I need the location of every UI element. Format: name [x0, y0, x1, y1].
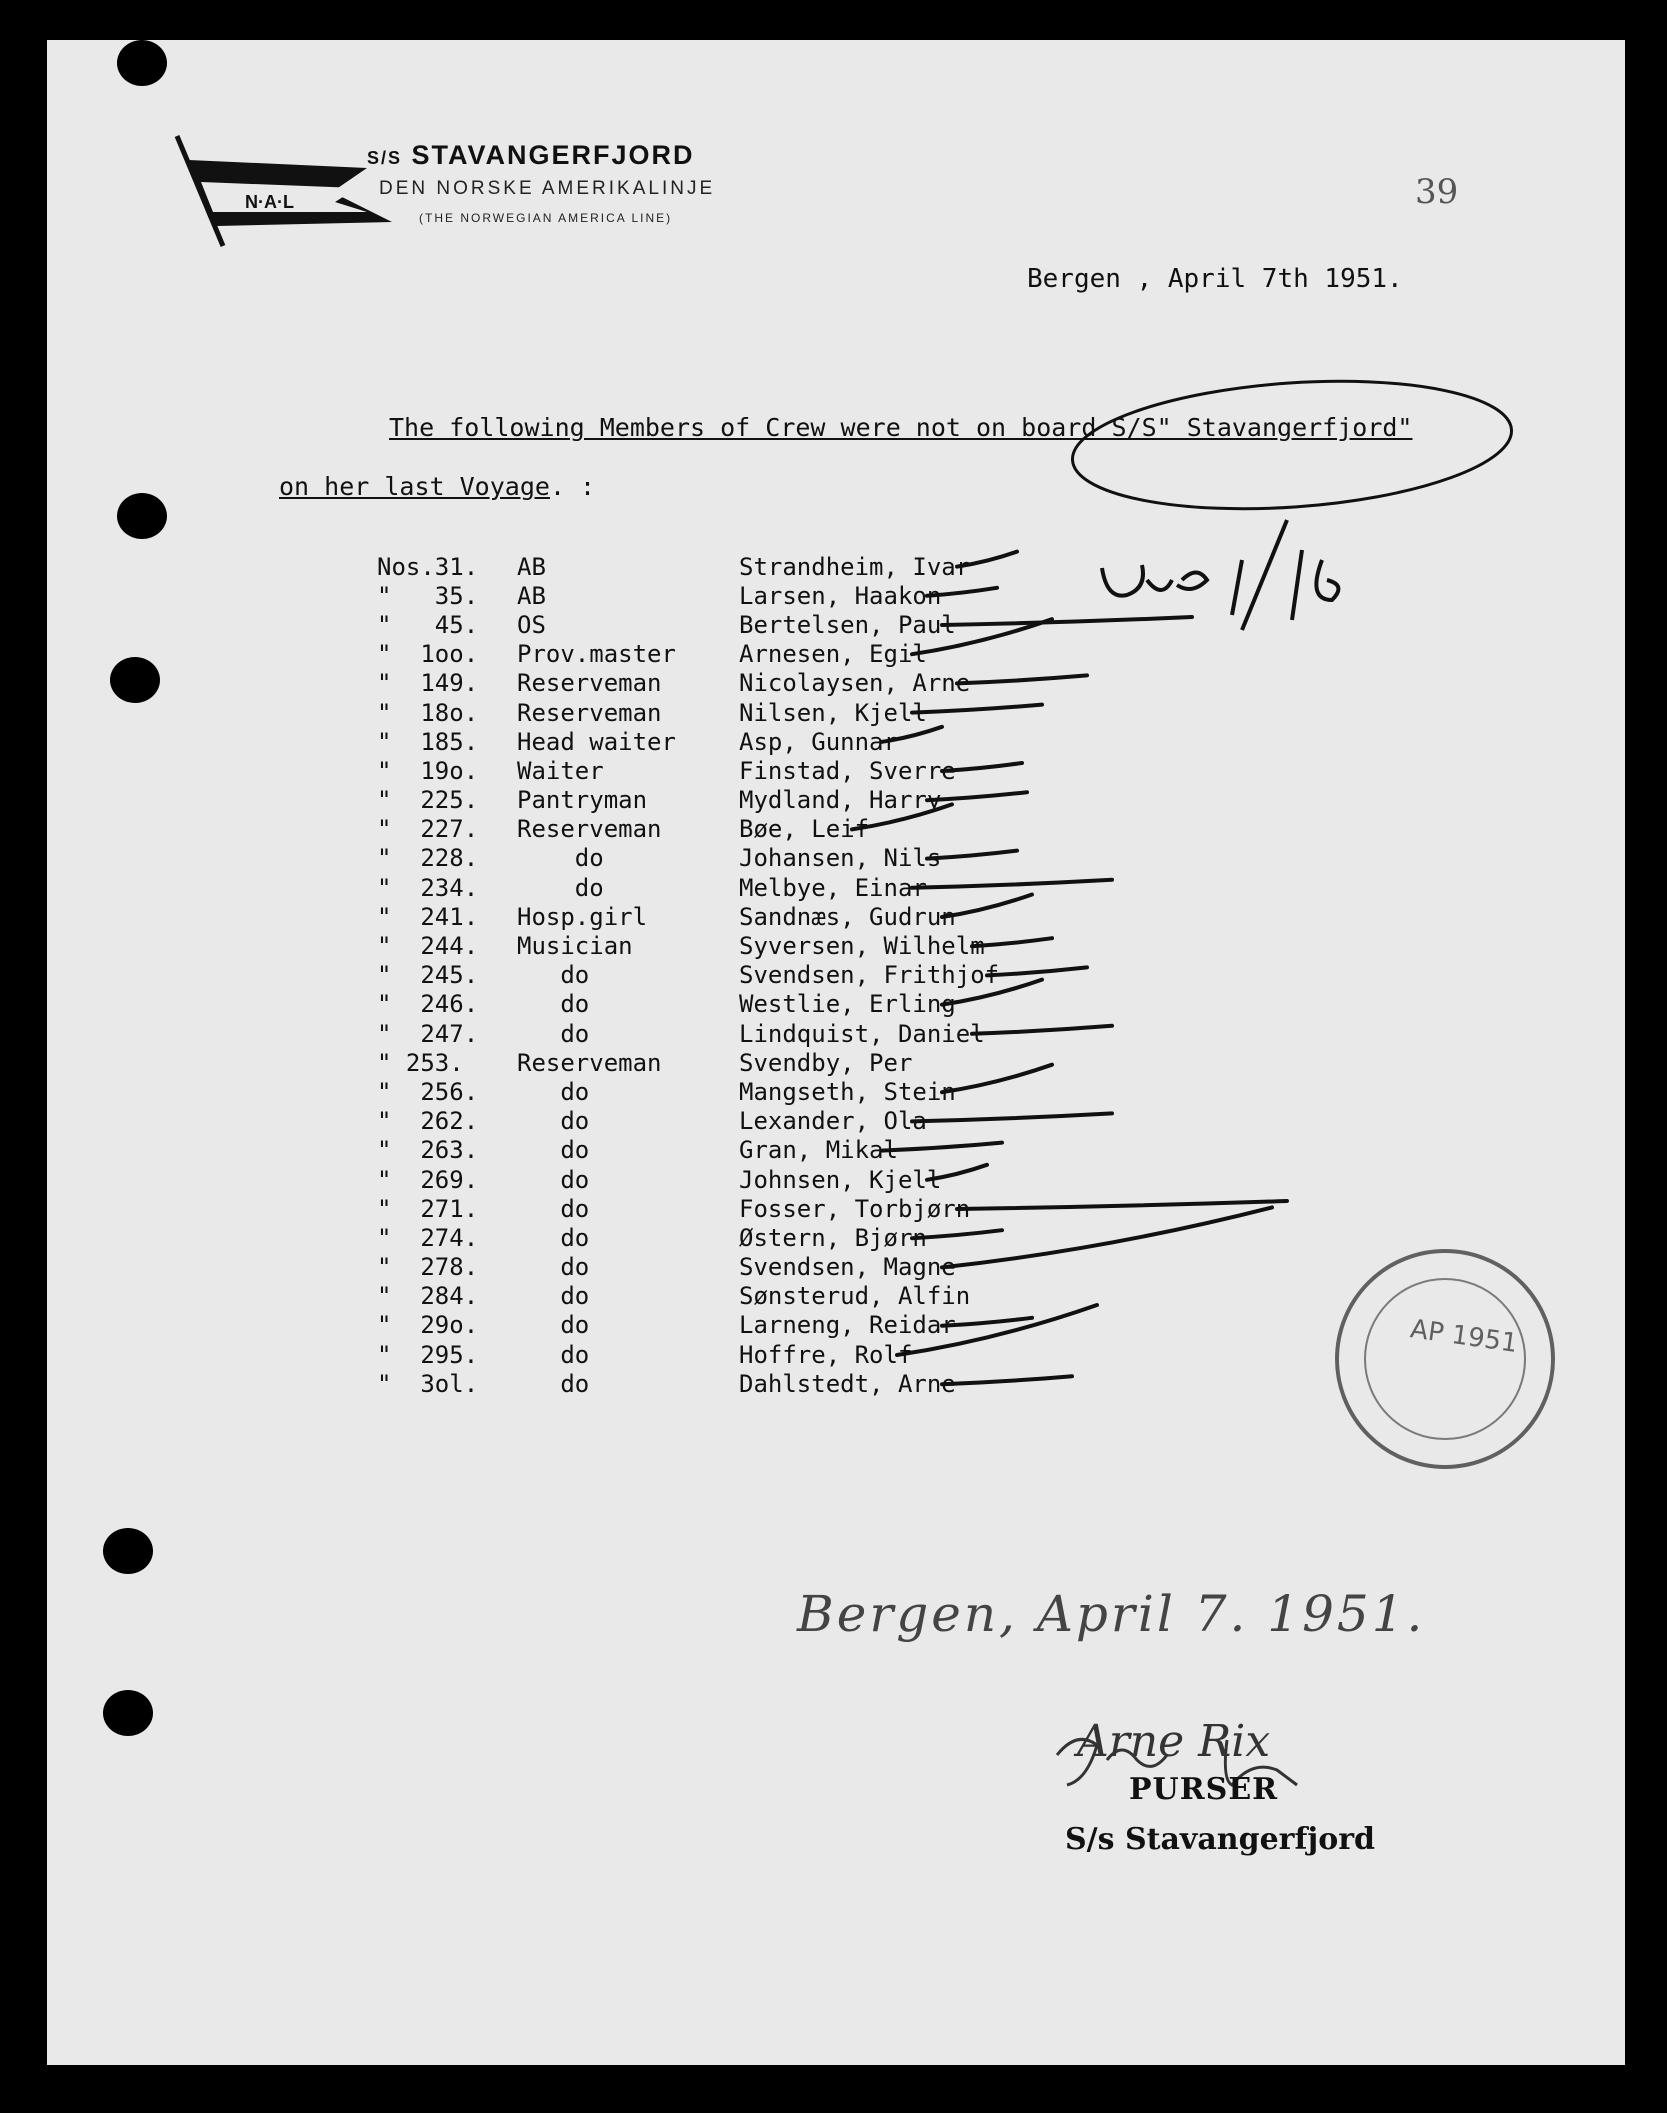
- crew-number: Nos.31.: [377, 552, 479, 581]
- signature: Arne Rix: [1077, 1716, 1271, 1767]
- circled-ship-ellipse: [1068, 368, 1516, 522]
- crew-name: Lindquist, Daniel: [739, 1019, 985, 1048]
- crew-name: Syversen, Wilhelm: [739, 932, 985, 961]
- crew-number: " 225.: [377, 786, 479, 815]
- crew-number: " 234.: [377, 873, 479, 902]
- crew-number: " 19o.: [377, 756, 479, 785]
- crew-number: " 241.: [377, 902, 479, 931]
- crew-number: " 1oo.: [377, 640, 479, 669]
- pen-tick-stroke: [957, 552, 1017, 567]
- crew-name: Bertelsen, Paul: [739, 610, 956, 639]
- received-stamp: [1337, 1251, 1553, 1467]
- crew-name: Melbye, Einar: [739, 873, 927, 902]
- heading-line-1: The following Members of Crew were not on board S/S" Stavangerfjord": [389, 413, 1413, 442]
- crew-name: Nicolaysen, Arne: [739, 669, 971, 698]
- crew-name: Svendby, Per: [739, 1048, 913, 1077]
- company-name-english: (THE NORWEGIAN AMERICA LINE): [419, 211, 673, 225]
- crew-number: " 228.: [377, 844, 479, 873]
- page-number: 39: [1415, 172, 1459, 212]
- crew-name: Sandnæs, Gudrun: [739, 902, 956, 931]
- pen-tick-stroke: [927, 792, 1027, 800]
- pen-tick-stroke: [942, 617, 1192, 625]
- crew-number: " 185.: [377, 727, 479, 756]
- crew-name: Finstad, Sverre: [739, 756, 956, 785]
- pen-tick-stroke: [957, 1201, 1287, 1209]
- crew-rank: do: [517, 844, 604, 873]
- crew-number: " 271.: [377, 1194, 479, 1223]
- crew-rank: do: [517, 1107, 590, 1136]
- crew-rank: do: [517, 1282, 590, 1311]
- crew-name: Asp, Gunnar: [739, 727, 898, 756]
- crew-rank: do: [517, 873, 604, 902]
- pen-tick-stroke: [897, 1305, 1097, 1355]
- heading-line-2-suffix: . :: [549, 472, 596, 501]
- dateline: Bergen , April 7th 1951.: [1027, 264, 1403, 294]
- crew-rank: Reserveman: [517, 815, 662, 844]
- pen-tick-stroke: [912, 1113, 1112, 1121]
- crew-rank: Reserveman: [517, 698, 662, 727]
- crew-name: Gran, Mikal: [739, 1136, 898, 1165]
- crew-name: Lexander, Ola: [739, 1107, 927, 1136]
- crew-rank: do: [517, 1136, 590, 1165]
- crew-number: " 295.: [377, 1340, 479, 1369]
- crew-number: " 253.: [377, 1048, 464, 1077]
- crew-rank: AB: [517, 581, 546, 610]
- pen-tick-stroke: [942, 980, 1042, 1005]
- signature-title: PURSER: [1129, 1772, 1279, 1807]
- crew-rank: do: [517, 1369, 590, 1398]
- crew-rank: do: [517, 1340, 590, 1369]
- crew-number: " 18o.: [377, 698, 479, 727]
- ship-prefix: S/S: [367, 148, 403, 168]
- crew-number: " 149.: [377, 669, 479, 698]
- pen-tick-stroke: [942, 895, 1032, 918]
- pen-tick-stroke: [912, 705, 1042, 713]
- crew-name: Nilsen, Kjell: [739, 698, 927, 727]
- crew-name: Mangseth, Stein: [739, 1077, 956, 1106]
- crew-rank: do: [517, 961, 590, 990]
- crew-name: Bøe, Leif: [739, 815, 870, 844]
- pen-tick-stroke: [882, 727, 942, 742]
- crew-number: " 269.: [377, 1165, 479, 1194]
- pen-tick-stroke: [972, 1026, 1112, 1034]
- pen-tick-stroke: [987, 967, 1087, 975]
- crew-number: " 278.: [377, 1253, 479, 1282]
- stamp-date: AP 1951: [1408, 1314, 1520, 1359]
- crew-rank: AB: [517, 552, 546, 581]
- crew-name: Arnesen, Egil: [739, 640, 927, 669]
- pen-tick-stroke: [942, 1318, 1032, 1326]
- crew-name: Svendsen, Frithjof: [739, 961, 1000, 990]
- pen-tick-stroke: [912, 1230, 1002, 1238]
- pen-tick-stroke: [852, 804, 952, 829]
- crew-rank: Musician: [517, 932, 633, 961]
- crew-rank: do: [517, 1253, 590, 1282]
- crew-number: " 35.: [377, 581, 479, 610]
- flag-text: N·A·L: [245, 192, 294, 212]
- crew-name: Larsen, Haakon: [739, 581, 942, 610]
- crew-rank: Waiter: [517, 756, 604, 785]
- crew-name: Mydland, Harry: [739, 786, 942, 815]
- pen-tick-stroke: [927, 1165, 987, 1180]
- pen-tick-stroke: [942, 1376, 1072, 1384]
- crew-rank: Pantryman: [517, 786, 648, 815]
- crew-name: Westlie, Erling: [739, 990, 956, 1019]
- crew-number: " 263.: [377, 1136, 479, 1165]
- crew-number: " 45.: [377, 610, 479, 639]
- crew-rank: do: [517, 990, 590, 1019]
- crew-name: Hoffre, Rolf: [739, 1340, 913, 1369]
- crew-name: Strandheim, Ivar: [739, 552, 971, 581]
- pen-tick-stroke: [942, 1065, 1052, 1093]
- pen-tick-stroke: [972, 938, 1052, 946]
- pen-tick-stroke: [882, 1143, 1002, 1151]
- crew-rank: do: [517, 1223, 590, 1252]
- crew-rank: OS: [517, 610, 546, 639]
- handwritten-due-annotation: [1102, 565, 1207, 596]
- pen-tick-stroke: [927, 588, 997, 596]
- crew-rank: Reserveman: [517, 1048, 662, 1077]
- pen-tick-stroke: [912, 880, 1112, 888]
- crew-rank: do: [517, 1311, 590, 1340]
- crew-number: " 274.: [377, 1223, 479, 1252]
- company-name: DEN NORSKE AMERIKALINJE: [379, 178, 716, 199]
- crew-number: " 29o.: [377, 1311, 479, 1340]
- crew-rank: Head waiter: [517, 727, 676, 756]
- crew-number: " 246.: [377, 990, 479, 1019]
- crew-rank: Hosp.girl: [517, 902, 648, 931]
- pen-tick-stroke: [942, 1207, 1272, 1267]
- crew-number: " 245.: [377, 961, 479, 990]
- crew-rank: do: [517, 1165, 590, 1194]
- crew-name: Svendsen, Magne: [739, 1253, 956, 1282]
- pen-marks-overlay: [47, 40, 1625, 2065]
- signature-ship: S/s Stavangerfjord: [1065, 1822, 1376, 1857]
- crew-name: Johnsen, Kjell: [739, 1165, 942, 1194]
- crew-number: " 244.: [377, 932, 479, 961]
- crew-name: Dahlstedt, Arne: [739, 1369, 956, 1398]
- document-page: [47, 40, 1625, 2065]
- heading-line-2-text: on her last Voyage: [279, 472, 550, 501]
- pen-tick-stroke: [957, 675, 1087, 683]
- pen-tick-stroke: [927, 851, 1017, 859]
- ship-name: STAVANGERFJORD: [411, 140, 695, 170]
- crew-number: " 227.: [377, 815, 479, 844]
- crew-number: " 284.: [377, 1282, 479, 1311]
- crew-number: " 247.: [377, 1019, 479, 1048]
- crew-number: " 262.: [377, 1107, 479, 1136]
- crew-name: Fosser, Torbjørn: [739, 1194, 971, 1223]
- crew-rank: Prov.master: [517, 640, 676, 669]
- crew-name: Johansen, Nils: [739, 844, 942, 873]
- crew-name: Østern, Bjørn: [739, 1223, 927, 1252]
- crew-rank: do: [517, 1019, 590, 1048]
- crew-name: Sønsterud, Alfin: [739, 1282, 971, 1311]
- crew-name: Larneng, Reidar: [739, 1311, 956, 1340]
- crew-number: " 256.: [377, 1077, 479, 1106]
- pen-tick-stroke: [942, 763, 1022, 771]
- crew-rank: do: [517, 1077, 590, 1106]
- crew-number: " 3ol.: [377, 1369, 479, 1398]
- crew-rank: do: [517, 1194, 590, 1223]
- handwritten-date: Bergen, April 7. 1951.: [797, 1585, 1426, 1643]
- crew-rank: Reserveman: [517, 669, 662, 698]
